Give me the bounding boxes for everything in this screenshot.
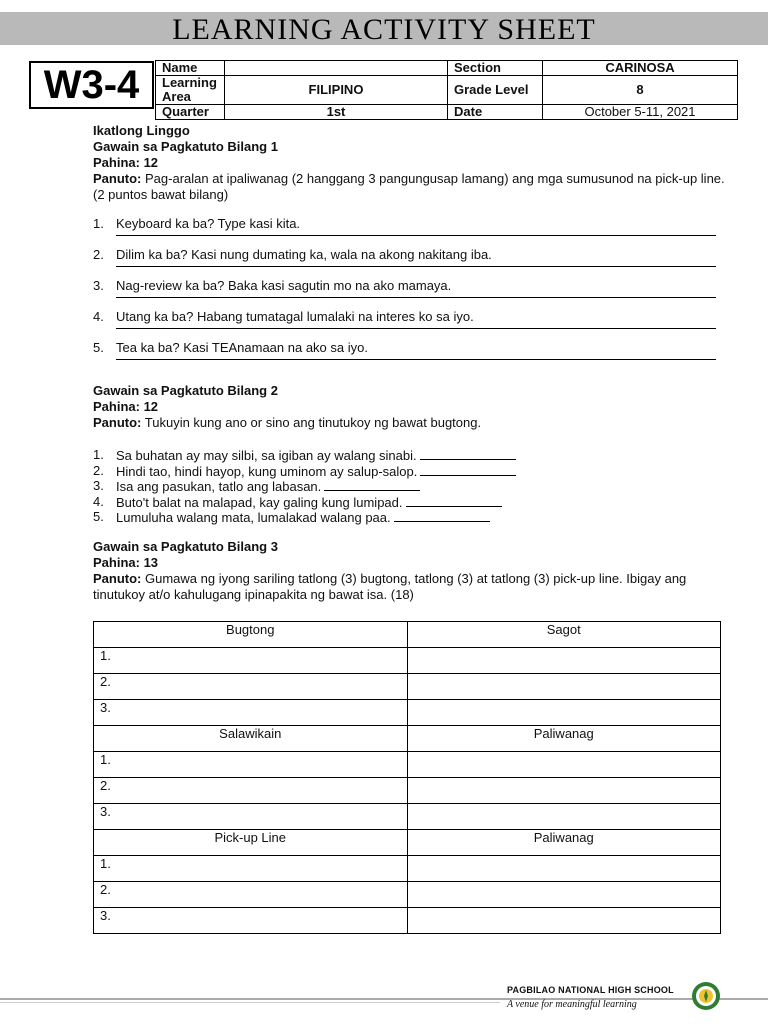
answer-cell[interactable]: [407, 648, 721, 674]
list-item: 2. Hindi tao, hindi hayop, kung uminom ay salup-salop.: [93, 463, 733, 479]
list-item: 5. Lumuluha walang mata, lumalakad walang paa.: [93, 509, 733, 525]
date-label: Date: [448, 105, 543, 120]
list-item: 2. Dilim ka ba? Kasi nung dumating ka, wala na akong nakitang iba.: [93, 247, 733, 278]
column-header: Bugtong: [94, 622, 408, 648]
answer-line[interactable]: [116, 266, 716, 267]
activity2-page: Pahina: 12: [93, 399, 159, 414]
answer-cell[interactable]: [407, 700, 721, 726]
answer-cell[interactable]: [407, 752, 721, 778]
grade-value: 8: [543, 76, 738, 105]
instructions-text: Gumawa ng iyong sariling tatlong (3) bugtong, tatlong (3) at tatlong (3) pick-up line. Ibigay ang tinutukoy at/o kahulugang ipinapakita ng bawat isa. (18): [93, 570, 687, 602]
answer-blank[interactable]: [406, 494, 502, 507]
page-title: LEARNING ACTIVITY SHEET: [172, 13, 596, 46]
activity2-title: Gawain sa Pagkatuto Bilang 2: [93, 383, 278, 398]
answer-cell[interactable]: [407, 908, 721, 934]
instructions-label: Panuto:: [93, 570, 142, 586]
answer-blank[interactable]: [420, 447, 516, 460]
answer-line[interactable]: [116, 235, 716, 236]
activity2-instructions: [93, 415, 733, 431]
list-item: 4. Utang ka ba? Habang tumatagal lumalaki na interes ko sa iyo.: [93, 309, 733, 340]
answer-cell[interactable]: [407, 778, 721, 804]
footer-divider: [0, 998, 768, 1000]
table-row: 1.: [94, 856, 721, 882]
answer-blank[interactable]: [394, 509, 490, 522]
table-row: 3.: [94, 908, 721, 934]
activity1-title: Gawain sa Pagkatuto Bilang 1: [93, 139, 278, 154]
footer-divider-thin: [0, 1002, 500, 1003]
answer-line[interactable]: [116, 297, 716, 298]
column-header: Paliwanag: [407, 830, 721, 856]
answer-line[interactable]: [116, 359, 716, 360]
instructions-text: Pag-aralan at ipaliwanag (2 hanggang 3 pangungusap lamang) ang mga sumusunod na pick-up line. (2 puntos bawat bilang): [93, 171, 725, 202]
section-label: Section: [448, 61, 543, 76]
table-row: 2.: [94, 882, 721, 908]
list-item: 3. Nag-review ka ba? Baka kasi sagutin mo na ako mamaya.: [93, 278, 733, 309]
student-info-table: [155, 60, 738, 120]
answer-cell[interactable]: [407, 856, 721, 882]
activity3-instructions: [93, 571, 733, 603]
activity3-title: Gawain sa Pagkatuto Bilang 3: [93, 538, 278, 554]
answer-cell[interactable]: [407, 674, 721, 700]
name-label: Name: [156, 61, 225, 76]
table-row: 2.: [94, 778, 721, 804]
column-header: Sagot: [407, 622, 721, 648]
instructions-label: Panuto:: [93, 171, 142, 186]
answer-table: [93, 621, 721, 934]
column-header: Salawikain: [94, 726, 408, 752]
week-heading: Ikatlong Linggo: [93, 123, 190, 138]
quarter-value: 1st: [225, 105, 448, 120]
school-motto: A venue for meaningful learning: [507, 999, 637, 1010]
list-item: 5. Tea ka ba? Kasi TEAnamaan na ako sa iyo.: [93, 340, 733, 371]
activity1-instructions: [93, 171, 733, 203]
section-value: CARINOSA: [543, 61, 738, 76]
grade-label: Grade Level: [448, 76, 543, 105]
answer-cell[interactable]: [407, 804, 721, 830]
list-item: 1. Keyboard ka ba? Type kasi kita.: [93, 216, 733, 247]
activity1-page: Pahina: 12: [93, 155, 159, 170]
answer-blank[interactable]: [324, 478, 420, 491]
table-row: 2.: [94, 674, 721, 700]
learning-area-value: FILIPINO: [225, 76, 448, 105]
table-row: 3.: [94, 700, 721, 726]
instructions-text: Tukuyin kung ano or sino ang tinutukoy ng bawat bugtong.: [144, 415, 482, 430]
answer-blank[interactable]: [420, 463, 516, 476]
column-header: Paliwanag: [407, 726, 721, 752]
quarter-label: Quarter: [156, 105, 225, 120]
activity3-page: Pahina: 13: [93, 554, 159, 570]
list-item: 1. Sa buhatan ay may silbi, sa igiban ay walang sinabi.: [93, 447, 733, 463]
answer-line[interactable]: [116, 328, 716, 329]
answer-cell[interactable]: [407, 882, 721, 908]
activity-content: [93, 123, 733, 603]
school-name: PAGBILAO NATIONAL HIGH SCHOOL: [507, 985, 674, 995]
school-seal-icon: [690, 980, 722, 1012]
instructions-label: Panuto:: [93, 415, 142, 430]
week-code: W3-4: [29, 61, 154, 109]
list-item: 4. Buto't balat na malapad, kay galing kung lumipad.: [93, 494, 733, 510]
table-row: 1.: [94, 752, 721, 778]
column-header: Pick-up Line: [94, 830, 408, 856]
table-row: 3.: [94, 804, 721, 830]
date-value: October 5-11, 2021: [543, 105, 738, 120]
learning-area-label: Learning Area: [156, 76, 225, 105]
list-item: 3. Isa ang pasukan, tatlo ang labasan.: [93, 478, 733, 494]
table-row: 1.: [94, 648, 721, 674]
name-field[interactable]: [225, 61, 448, 76]
